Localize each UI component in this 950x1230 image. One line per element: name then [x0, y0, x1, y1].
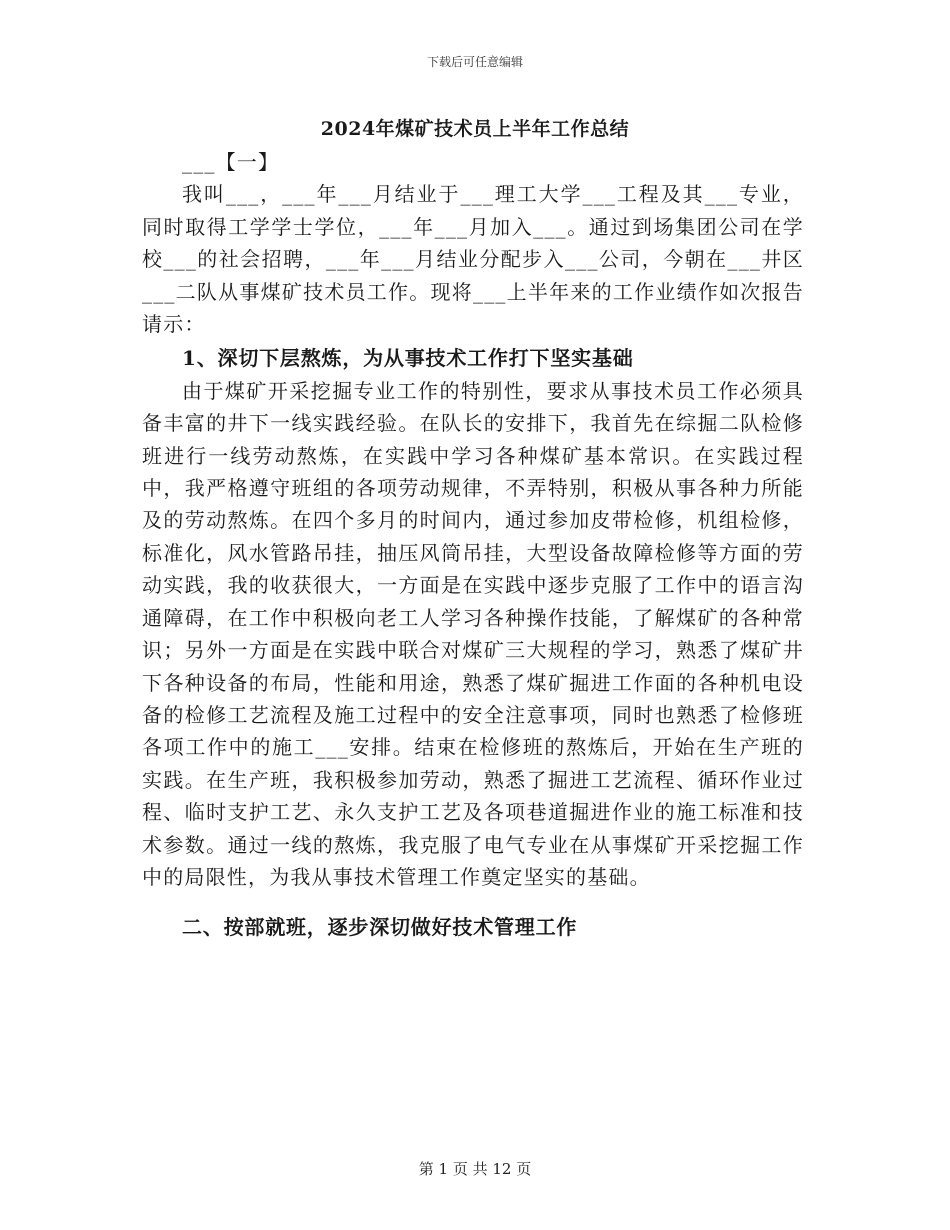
section-heading-1: 1、深切下层熬炼，为从事技术工作打下坚实基础	[182, 346, 634, 371]
page-footer: 第 1 页 共 12 页	[418, 1160, 532, 1178]
document-body	[142, 146, 804, 944]
section-marker: ___【一】	[182, 150, 280, 174]
download-note: 下载后可任意编辑	[426, 55, 523, 69]
document-title: 2024年煤矿技术员上半年工作总结	[320, 118, 630, 140]
section-1-paragraph: 由于煤矿开采挖掘专业工作的特别性，要求从事技术员工作必须具备丰富的井下一线实践经验。在队长的安排下，我首先在综掘二队检修班进行一线劳动熬炼，在实践中学习各种煤矿基本常识。在实践过程中，我严格遵守班组的各项劳动规律，不弄特别，积极从事各种力所能及的劳动熬炼。在四个多月的时间内，通过参加皮带检修，机组检修，标准化，风水管路吊挂，抽压风筒吊挂，大型设备故障检修等方面的劳动实践，我的收获很大，一方面是在实践中逐步克服了工作中的语言沟通障碍，在工作中积极向老工人学习各种操作技能，了解煤矿的各种常识；另外一方面是在实践中联合对煤矿三大规程的学习，熟悉了煤矿井下各种设备的布局，性能和用途，熟悉了煤矿掘进工作面的各种机电设备的检修工艺流程及施工过程中的安全注意事项，同时也熟悉了检修班各项工作中的施工___安排。结束在检修班的熬炼后，开始在生产班的实践。在生产班，我积极参加劳动，熟悉了掘进工艺流程、循环作业过程、临时支护工艺、永久支护工艺及各项巷道掘进作业的施工标准和技术参数。通过一线的熬炼，我克服了电气专业在从事煤矿开采挖掘工作中的局限性，为我从事技术管理工作奠定坚实的基础。	[142, 378, 804, 889]
intro-paragraph: 我叫___，___年___月结业于___理工大学___工程及其___专业，同时取得工学学士学位，___年___月加入___。通过到场集团公司在学校___的社会招聘，___年___月结业分配步入___公司，今朝在___井区___二队从事煤矿技术员工作。现将___上半年来的工作业绩作如次报告请示：	[142, 182, 804, 337]
section-heading-2: 二、按部就班，逐步深切做好技术管理工作	[182, 915, 578, 940]
